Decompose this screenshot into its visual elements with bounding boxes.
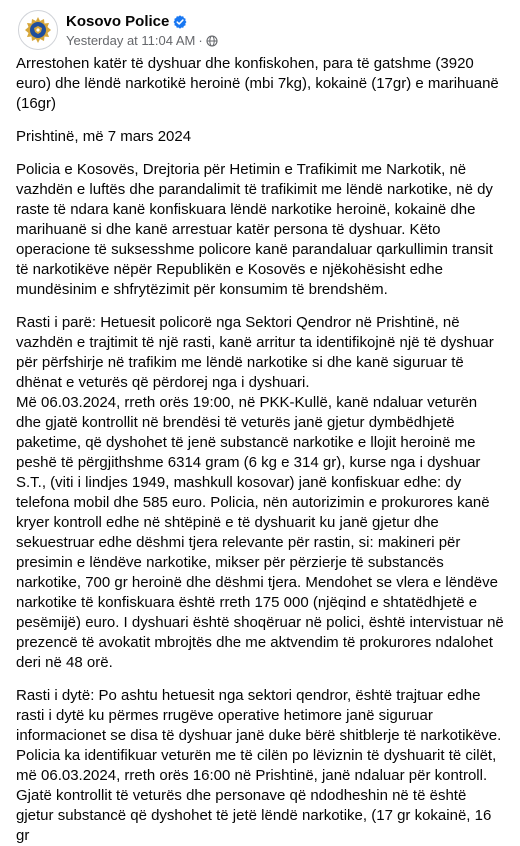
verified-badge-icon (173, 15, 187, 29)
post-time-row (66, 32, 218, 49)
page-avatar[interactable] (18, 10, 58, 50)
page-name-row (66, 12, 218, 31)
post-paragraph-intro: Policia e Kosovës, Drejtoria për Hetimin e Trafikimit me Narkotik, në vazhdën e luftës dhe parandalimit të trafikimit me lëndë narkotike, në dy raste të ndara kanë konfiskuara lëndë narkotike heroinë, kokainë dhe marihuanë si dhe kanë arrestuar katër persona të dyshuar. Këto operacione të suksesshme policore kanë parandaluar qarkullimin transit të narkotikëve nëpër Republikën e Kosovës e njëkohësisht edhe mundësinim e shfrytëzimit për konsumim të brendshëm. (16, 161, 493, 298)
post-header (0, 0, 520, 48)
post-paragraph-case-two: Rasti i dytë: Po ashtu hetuesit nga sektori qendror, është trajtuar edhe rasti i dytë ku përmes rrugëve operative hetimore janë siguruar informacionet se disa të dyshuar janë duke bërë shitblerje të narkotikëve. Policia ka identifikuar veturën me të cilën po lëviznin të dyshuarit të cilët, më 06.03.2024, rreth orës 16:00 në Prishtinë, janë ndaluar për kontroll. Gjatë kontrollit të veturës dhe personave që ndodheshin në të është gjetur substancë që dyshohet të jetë lëndë narkotike, (17 gr kokainë, 16 gr (16, 687, 502, 844)
post-timestamp[interactable]: Yesterday at 11:04 AM (66, 33, 196, 48)
post-headline: Arrestohen katër të dyshuar dhe konfiskohen, para të gatshme (3920 euro) dhe lëndë narkotikë heroinë (mbi 7kg), kokainë (17gr) e marihuanë (16gr) (16, 55, 499, 112)
post-meta (66, 10, 218, 49)
kosovo-police-badge-icon (23, 15, 53, 45)
meta-separator: · (198, 33, 203, 48)
globe-icon[interactable] (206, 35, 218, 47)
post-paragraph-case-one: Rasti i parë: Hetuesit policorë nga Sektori Qendror në Prishtinë, në vazhdën e trajtimit të një rasti, kanë arritur ta identifikojnë një të dyshuar për përfshirje në trafikim me lëndë narkotike si dhe kanë siguruar të dhënat e veturës që përdorej nga i dyshuari. Më 06.03.2024, rreth orës 19:00, në PKK-Kullë, kanë ndaluar veturën dhe gjatë kontrollit në brendësi të veturës janë gjetur dymbëdhjetë paketime, që dyshohet të jenë substancë narkotike e llojit heroinë me peshë të përgjithshme 6314 gram (6 kg e 314 gr), kurse nga i dyshuar S.T., (viti i lindjes 1949, mashkull kosovar) janë konfiskuar edhe: dy telefona mobil dhe 585 euro. Policia, nën autorizimin e prokurores kanë kryer kontroll edhe në shtëpinë e të dyshuarit ku janë gjetur dhe sekuestruar edhe dëshmi tjera relevante për rastin, si: makineri për presimin e lëndëve narkotike, mikser për përzierje të substancës narkotike, 700 gr heroinë dhe dëshmi tjera. Mendohet se vlera e lëndëve narkotike të konfiskuara është rreth 175 000 (njëqind e shtatëdhjetë e pesëmijë) euro. I dyshuari është shoqëruar në polici, është intervistuar në prezencë të avokatit mbrojtës dhe me aktvendim të prokurores ndalohet deri në 48 orë. (16, 314, 504, 671)
post-dateline: Prishtinë, më 7 mars 2024 (16, 128, 192, 145)
post-body (0, 48, 520, 846)
page-name[interactable]: Kosovo Police (66, 13, 170, 30)
